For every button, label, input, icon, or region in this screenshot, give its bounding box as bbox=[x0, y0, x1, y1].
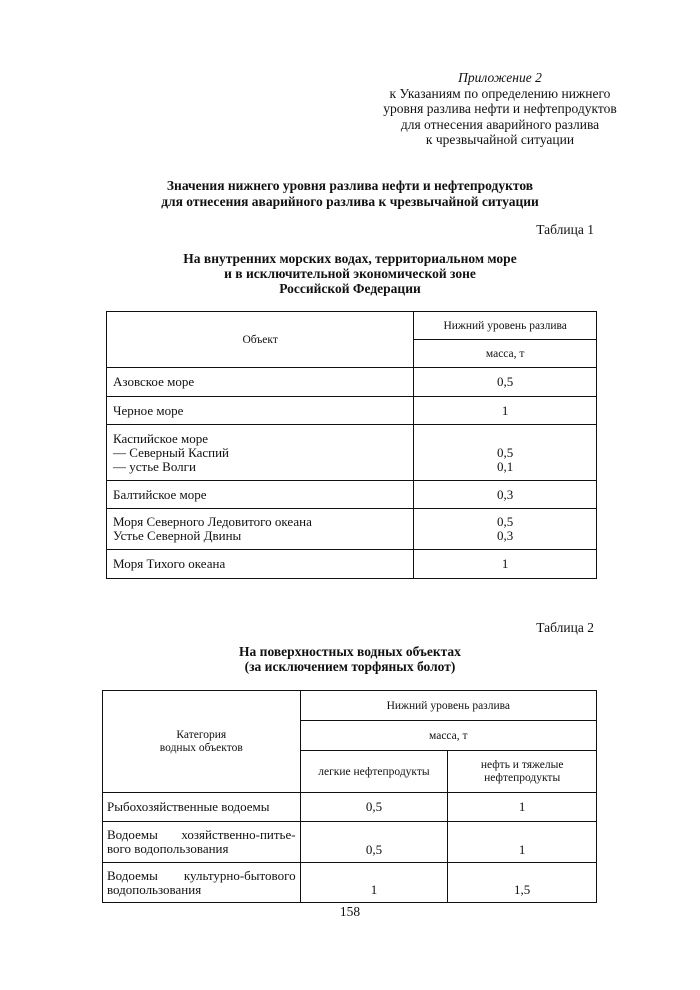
table2-header-heavy bbox=[448, 751, 597, 793]
cell-text: водопользования bbox=[107, 881, 202, 897]
table-row bbox=[107, 425, 597, 481]
table1-cell-value bbox=[414, 368, 597, 397]
table1-cell-name bbox=[107, 368, 414, 397]
table2-cell-heavy: 1 bbox=[448, 822, 597, 863]
cell-text: Азовское море bbox=[113, 374, 195, 389]
cell-text: 1 bbox=[501, 402, 509, 418]
cell-text: нефть и тяжелые bbox=[480, 758, 564, 771]
table2-cell-light: 0,5 bbox=[300, 793, 448, 822]
page-number: 158 bbox=[339, 904, 361, 919]
cell-text: 0,3 bbox=[497, 486, 514, 502]
appendix-line: к Указаниям по определению нижнего bbox=[389, 85, 611, 101]
appendix-line: для отнесения аварийного разлива bbox=[400, 116, 600, 132]
table2-label: Таблица 2 bbox=[536, 620, 594, 635]
table1-title-line: На внутренних морских водах, территориальном море bbox=[183, 251, 517, 266]
table2-cell-heavy: 1,5 bbox=[448, 863, 597, 903]
table1-cell-name bbox=[107, 509, 414, 550]
cell-text: 0,1 bbox=[497, 458, 514, 474]
cell-text: Моря Тихого океана bbox=[113, 556, 226, 571]
cell-text: 0,5 bbox=[497, 444, 514, 460]
table-row bbox=[107, 368, 597, 397]
table1-cell-name bbox=[107, 425, 414, 481]
table2-title-line: На поверхностных водных объектах bbox=[239, 644, 461, 659]
table2-cell-name bbox=[103, 822, 301, 863]
document-title bbox=[60, 178, 640, 210]
table1-cell-name bbox=[107, 397, 414, 425]
table2-cell-light: 0,5 bbox=[300, 822, 448, 863]
table1-cell-value bbox=[414, 550, 597, 579]
cell-text: — устье Волги bbox=[113, 458, 196, 474]
table-row bbox=[107, 397, 597, 425]
table1-header-mass: масса, т bbox=[414, 340, 597, 368]
table-row bbox=[107, 481, 597, 509]
cell-text: Категория bbox=[176, 728, 227, 741]
table2-header-level: Нижний уровень разлива bbox=[300, 691, 596, 721]
appendix-header bbox=[330, 70, 670, 148]
appendix-line: к чрезвычайной ситуации bbox=[425, 132, 575, 147]
table1-cell-name bbox=[107, 550, 414, 579]
table2 bbox=[102, 690, 597, 903]
document-title-line: для отнесения аварийного разлива к чрезвычайной ситуации bbox=[161, 194, 539, 209]
table1-header-level: Нижний уровень разлива bbox=[414, 312, 597, 340]
table2-cell-heavy: 1 bbox=[448, 793, 597, 822]
cell-text: 1 bbox=[501, 556, 509, 571]
appendix-line: уровня разлива нефти и нефтепродуктов bbox=[383, 101, 617, 116]
table1-cell-name bbox=[107, 481, 414, 509]
table-row bbox=[103, 863, 597, 903]
cell-text: Водоемы культурно-бытового bbox=[107, 867, 296, 883]
table-row bbox=[103, 793, 597, 822]
cell-text: 0,5 bbox=[497, 514, 514, 529]
table2-header-light: легкие нефтепродукты bbox=[300, 751, 448, 793]
cell-text: Черное море bbox=[113, 402, 184, 418]
cell-text: Рыбохозяйственные водоемы bbox=[107, 799, 270, 814]
cell-text: 0,5 bbox=[497, 374, 514, 389]
table-row bbox=[103, 822, 597, 863]
table1-title bbox=[60, 251, 640, 296]
table2-header-category bbox=[103, 691, 301, 793]
table2-cell-light: 1 bbox=[300, 863, 448, 903]
appendix-title: Приложение 2 bbox=[458, 70, 542, 85]
table-row bbox=[107, 509, 597, 550]
cell-text: нефтепродукты bbox=[484, 771, 561, 784]
table-row bbox=[107, 550, 597, 579]
table2-title bbox=[60, 644, 640, 674]
cell-text: Водоемы хозяйственно-питье- bbox=[107, 827, 296, 842]
table1-title-line: Российской Федерации bbox=[279, 281, 421, 296]
cell-text: — Северный Каспий bbox=[113, 444, 229, 460]
cell-text: Моря Северного Ледовитого океана bbox=[113, 514, 312, 529]
cell-text: 0,3 bbox=[497, 528, 514, 543]
table1 bbox=[106, 311, 597, 579]
cell-text: Балтийское море bbox=[113, 486, 207, 502]
cell-text: Каспийское море bbox=[113, 430, 209, 446]
table2-cell-name bbox=[103, 863, 301, 903]
table1-cell-value bbox=[414, 509, 597, 550]
cell-text: Устье Северной Двины bbox=[113, 528, 242, 543]
cell-text: водных объектов bbox=[159, 741, 243, 754]
table2-cell-name bbox=[103, 793, 301, 822]
table1-cell-value bbox=[414, 481, 597, 509]
table1-cell-value bbox=[414, 397, 597, 425]
cell-text bbox=[420, 432, 590, 446]
document-title-line: Значения нижнего уровня разлива нефти и нефтепродуктов bbox=[166, 178, 534, 193]
table1-title-line: и в исключительной экономической зоне bbox=[224, 266, 476, 281]
cell-text: вого водопользования bbox=[107, 841, 229, 856]
table1-header-object: Объект bbox=[107, 312, 414, 368]
table1-label: Таблица 1 bbox=[536, 222, 594, 237]
table1-cell-value bbox=[414, 425, 597, 481]
table2-header-mass: масса, т bbox=[300, 721, 596, 751]
table2-title-line: (за исключением торфяных болот) bbox=[244, 659, 456, 674]
